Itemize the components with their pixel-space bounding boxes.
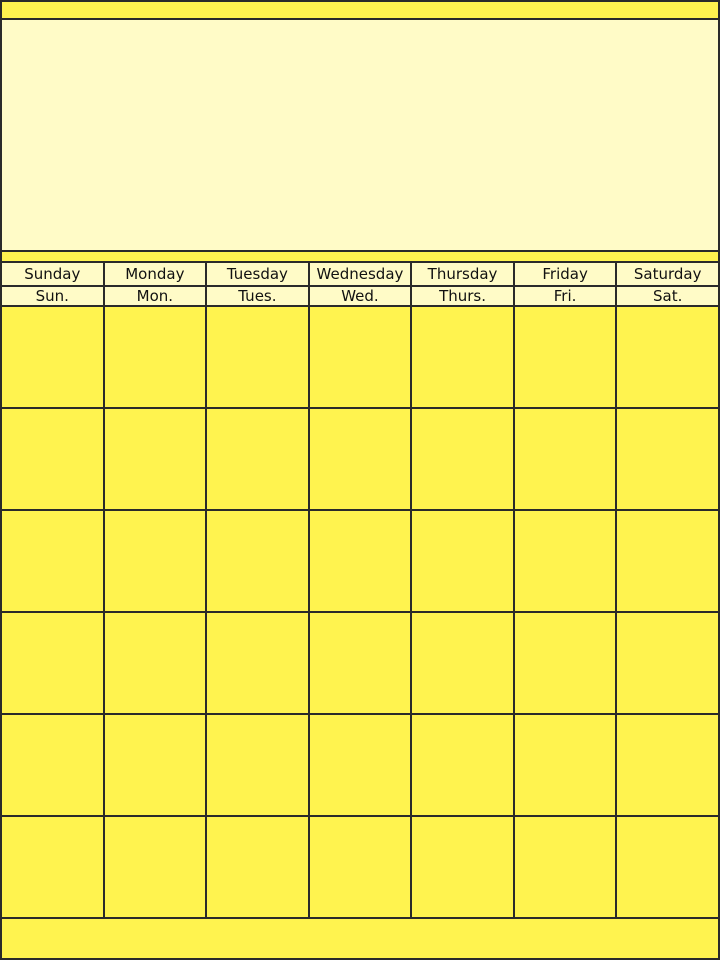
day-cell	[104, 714, 207, 816]
day-cell	[1, 510, 104, 612]
day-cell	[514, 306, 617, 408]
day-cell	[1, 408, 104, 510]
weekday-full-thursday: Thursday	[411, 262, 514, 286]
weekday-abbr-fri: Fri.	[514, 286, 617, 306]
day-cell	[309, 408, 412, 510]
day-cell	[309, 510, 412, 612]
day-cell	[1, 714, 104, 816]
day-cell	[514, 510, 617, 612]
day-cell	[411, 510, 514, 612]
weekday-full-row	[1, 262, 719, 286]
day-cell	[206, 306, 309, 408]
day-cell	[411, 306, 514, 408]
week-row	[1, 612, 719, 714]
day-cell	[411, 714, 514, 816]
weekday-full-friday: Friday	[514, 262, 617, 286]
weekday-full-sunday: Sunday	[1, 262, 104, 286]
week-row	[1, 510, 719, 612]
day-cell	[104, 816, 207, 918]
day-cell	[616, 510, 719, 612]
day-cell	[309, 612, 412, 714]
weekday-abbr-thurs: Thurs.	[411, 286, 514, 306]
day-cell	[616, 408, 719, 510]
day-cell	[206, 612, 309, 714]
day-cell	[411, 816, 514, 918]
day-cell	[104, 306, 207, 408]
day-cell	[514, 408, 617, 510]
day-cell	[514, 714, 617, 816]
weekday-full-wednesday: Wednesday	[309, 262, 412, 286]
day-cell	[206, 816, 309, 918]
week-row	[1, 408, 719, 510]
weekday-abbr-row	[1, 286, 719, 306]
day-cell	[104, 510, 207, 612]
weekday-abbr-sat: Sat.	[616, 286, 719, 306]
day-cell	[206, 510, 309, 612]
weekday-full-tuesday: Tuesday	[206, 262, 309, 286]
month-title-box	[0, 18, 720, 252]
day-cell	[514, 816, 617, 918]
day-cell	[1, 306, 104, 408]
day-cell	[309, 816, 412, 918]
day-cell	[514, 612, 617, 714]
calendar-day-grid	[0, 305, 720, 919]
weekday-abbr-sun: Sun.	[1, 286, 104, 306]
week-row	[1, 816, 719, 918]
day-cell	[616, 612, 719, 714]
day-cell	[411, 612, 514, 714]
day-cell	[309, 306, 412, 408]
day-cell	[104, 612, 207, 714]
week-row	[1, 714, 719, 816]
day-cell	[616, 306, 719, 408]
day-cell	[206, 714, 309, 816]
day-cell	[206, 408, 309, 510]
day-cell	[1, 612, 104, 714]
weekday-abbr-tues: Tues.	[206, 286, 309, 306]
day-cell	[309, 714, 412, 816]
weekday-header	[0, 261, 720, 307]
day-cell	[616, 816, 719, 918]
day-cell	[616, 714, 719, 816]
weekday-full-saturday: Saturday	[616, 262, 719, 286]
weekday-abbr-wed: Wed.	[309, 286, 412, 306]
weekday-full-monday: Monday	[104, 262, 207, 286]
week-row	[1, 306, 719, 408]
day-cell	[1, 816, 104, 918]
day-cell	[411, 408, 514, 510]
weekday-abbr-mon: Mon.	[104, 286, 207, 306]
day-cell	[104, 408, 207, 510]
